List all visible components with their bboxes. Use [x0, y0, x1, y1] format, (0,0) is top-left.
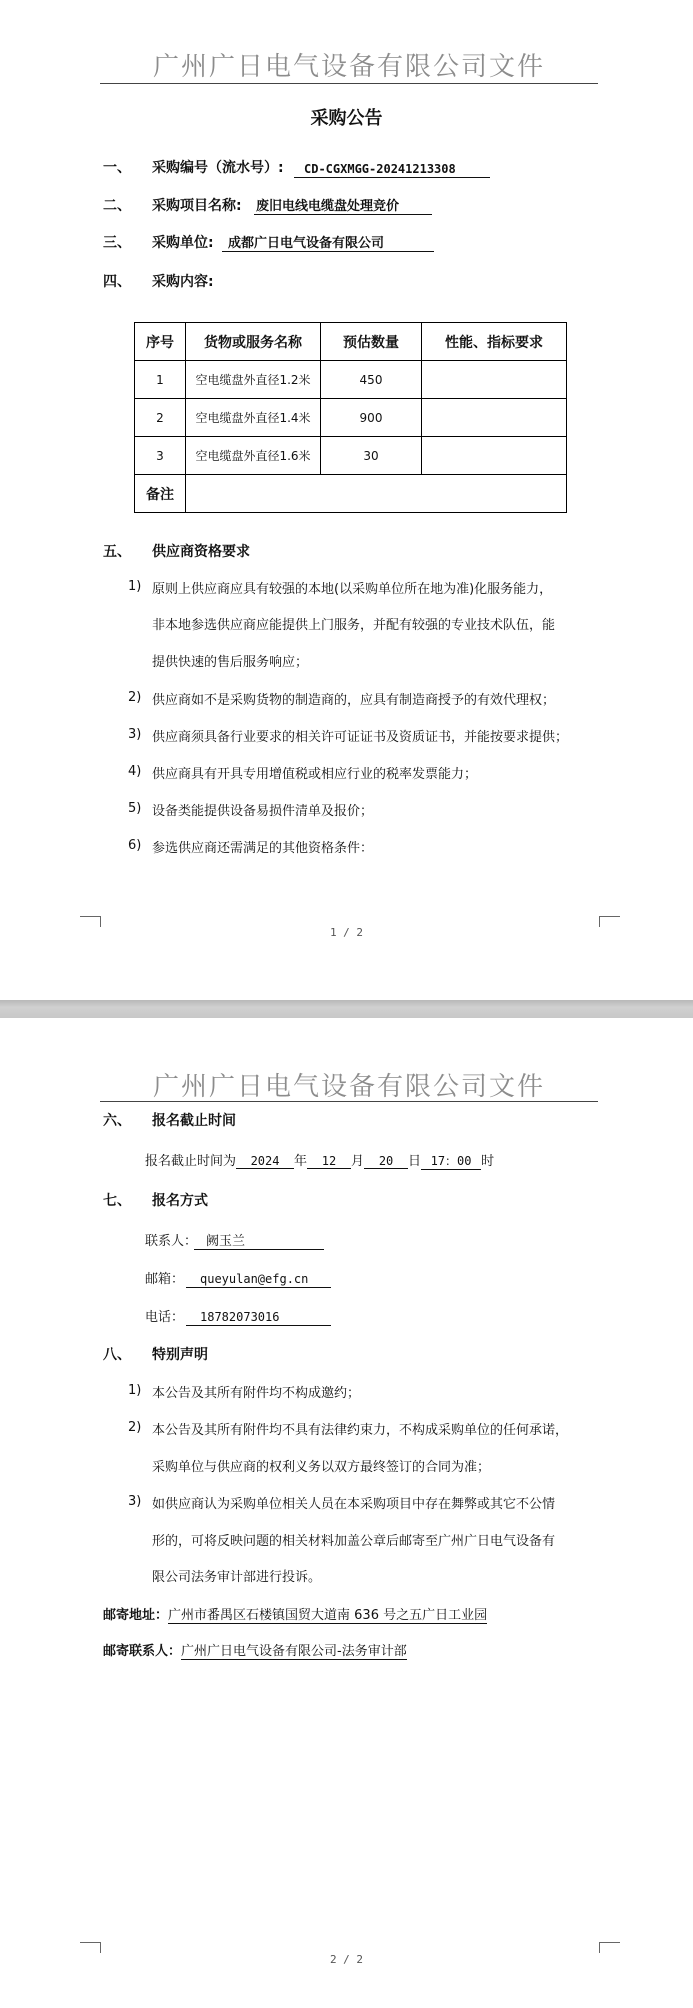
req-item-text: 提供快速的售后服务响应；	[152, 655, 309, 670]
row-no: 2	[135, 399, 186, 437]
deadline-month: 12	[307, 1154, 351, 1169]
document-page-2	[0, 1018, 693, 2008]
deadline-prefix: 报名截止时间为	[145, 1154, 237, 1169]
header-divider	[100, 1101, 598, 1102]
deadline-label: 报名截止时间	[152, 1113, 236, 1129]
header-quantity: 预估数量	[321, 323, 422, 361]
req-item-number: 4)	[128, 764, 142, 779]
req-item-text: 非本地参选供应商应能提供上门服务，并配有较强的专业技术队伍，能	[152, 618, 556, 633]
row-requirements	[422, 399, 567, 437]
deadline-day: 20	[364, 1154, 408, 1169]
section-2-number: 二、	[103, 198, 131, 214]
section-4-number: 四、	[103, 274, 131, 290]
req-item-text: 供应商须具备行业要求的相关许可证证书及资质证书，并能按要求提供；	[152, 730, 569, 745]
header-no: 序号	[135, 323, 186, 361]
page-number: 1 / 2	[329, 926, 364, 939]
row-requirements	[422, 361, 567, 399]
special-statement-label: 特别声明	[152, 1347, 208, 1363]
table-remark-row	[135, 475, 567, 513]
deadline-day-unit: 日	[408, 1154, 422, 1169]
document-title: 采购公告	[310, 108, 383, 129]
req-item-number: 5)	[128, 801, 142, 816]
project-name-label: 采购项目名称:	[152, 198, 242, 214]
statement-item-text: 形的，可将反映问题的相关材料加盖公章后邮寄至广州广日电气设备有	[152, 1534, 556, 1549]
table-header-row	[135, 323, 567, 361]
statement-item-text: 本公告及其所有附件均不具有法律约束力，不构成采购单位的任何承诺，	[152, 1423, 569, 1438]
section-1-number: 一、	[103, 160, 131, 176]
crop-mark	[80, 1942, 101, 1953]
row-quantity: 30	[321, 437, 422, 475]
row-item-name: 空电缆盘外直径1.4米	[186, 399, 321, 437]
statement-item-text: 采购单位与供应商的权利义务以双方最终签订的合同为准；	[152, 1460, 491, 1475]
mail-contact-line	[103, 1640, 407, 1659]
req-item-text: 参选供应商还需满足的其他资格条件：	[152, 841, 374, 856]
row-no: 3	[135, 437, 186, 475]
email-label: 邮箱：	[145, 1272, 185, 1287]
req-item-number: 2)	[128, 690, 142, 705]
procurement-unit-value: 成都广日电气设备有限公司	[222, 232, 434, 252]
procurement-number-label: 采购编号（流水号）:	[152, 160, 284, 176]
section-7-number: 七、	[103, 1193, 131, 1209]
email-value: queyulan@efg.cn	[186, 1268, 331, 1288]
mail-contact-label: 邮寄联系人：	[103, 1644, 182, 1659]
page-separator	[0, 1000, 693, 1018]
header-divider	[100, 83, 598, 84]
crop-mark	[599, 1942, 620, 1953]
header-item-name: 货物或服务名称	[186, 323, 321, 361]
req-item-text: 设备类能提供设备易损件清单及报价；	[152, 804, 374, 819]
row-quantity: 900	[321, 399, 422, 437]
statement-item-text: 如供应商认为采购单位相关人员在本采购项目中存在舞弊或其它不公情	[152, 1497, 556, 1512]
mail-address-value: 广州市番禺区石楼镇国贸大道南 636 号之五广日工业园	[168, 1608, 488, 1623]
document-header-title: 广州广日电气设备有限公司文件	[152, 52, 545, 82]
contact-person-label: 联系人：	[145, 1234, 198, 1249]
row-no: 1	[135, 361, 186, 399]
section-6-number: 六、	[103, 1113, 131, 1129]
req-item-text: 供应商如不是采购货物的制造商的，应具有制造商授予的有效代理权；	[152, 693, 556, 708]
req-item-text: 供应商具有开具专用增值税或相应行业的税率发票能力；	[152, 767, 478, 782]
procurement-content-label: 采购内容:	[152, 274, 214, 290]
statement-item-number: 3)	[128, 1494, 142, 1509]
procurement-unit-label: 采购单位:	[152, 235, 214, 251]
procurement-number-value: CD-CGXMGG-20241213308	[294, 158, 490, 178]
registration-method-label: 报名方式	[152, 1193, 208, 1209]
table-row	[135, 399, 567, 437]
procurement-items-table	[134, 322, 567, 513]
row-requirements	[422, 437, 567, 475]
deadline-month-unit: 月	[351, 1154, 365, 1169]
statement-item-number: 1)	[128, 1383, 142, 1398]
project-name-value: 废旧电线电缆盘处理竞价	[254, 195, 432, 215]
statement-item-text: 限公司法务审计部进行投诉。	[152, 1570, 322, 1585]
header-requirements: 性能、指标要求	[422, 323, 567, 361]
phone-value: 18782073016	[186, 1306, 331, 1326]
section-8-number: 八、	[103, 1347, 131, 1363]
contact-person-value: 阙玉兰	[194, 1230, 324, 1250]
section-5-number: 五、	[103, 544, 131, 560]
row-item-name: 空电缆盘外直径1.6米	[186, 437, 321, 475]
mail-contact-value: 广州广日电气设备有限公司-法务审计部	[181, 1644, 407, 1659]
document-header-title: 广州广日电气设备有限公司文件	[152, 1072, 545, 1102]
row-item-name: 空电缆盘外直径1.2米	[186, 361, 321, 399]
supplier-requirements-label: 供应商资格要求	[152, 544, 250, 560]
document-page-1	[0, 0, 693, 1000]
table-row	[135, 361, 567, 399]
deadline-time: 17：00	[421, 1152, 481, 1170]
remark-value	[186, 475, 567, 513]
table-row	[135, 437, 567, 475]
req-item-number: 3)	[128, 727, 142, 742]
deadline-year: 2024	[236, 1154, 294, 1169]
mail-address-line	[103, 1604, 487, 1623]
req-item-text: 原则上供应商应具有较强的本地(以采购单位所在地为准)化服务能力，	[152, 582, 553, 597]
statement-item-number: 2)	[128, 1420, 142, 1435]
page-number: 2 / 2	[329, 1953, 364, 1966]
row-quantity: 450	[321, 361, 422, 399]
deadline-line	[145, 1150, 494, 1170]
req-item-number: 1)	[128, 579, 142, 594]
remark-label: 备注	[135, 475, 186, 513]
statement-item-text: 本公告及其所有附件均不构成邀约；	[152, 1386, 361, 1401]
deadline-time-unit: 时	[481, 1154, 495, 1169]
phone-label: 电话：	[145, 1310, 185, 1325]
deadline-year-unit: 年	[294, 1154, 308, 1169]
req-item-number: 6)	[128, 838, 142, 853]
mail-address-label: 邮寄地址：	[103, 1608, 169, 1623]
section-3-number: 三、	[103, 235, 131, 251]
